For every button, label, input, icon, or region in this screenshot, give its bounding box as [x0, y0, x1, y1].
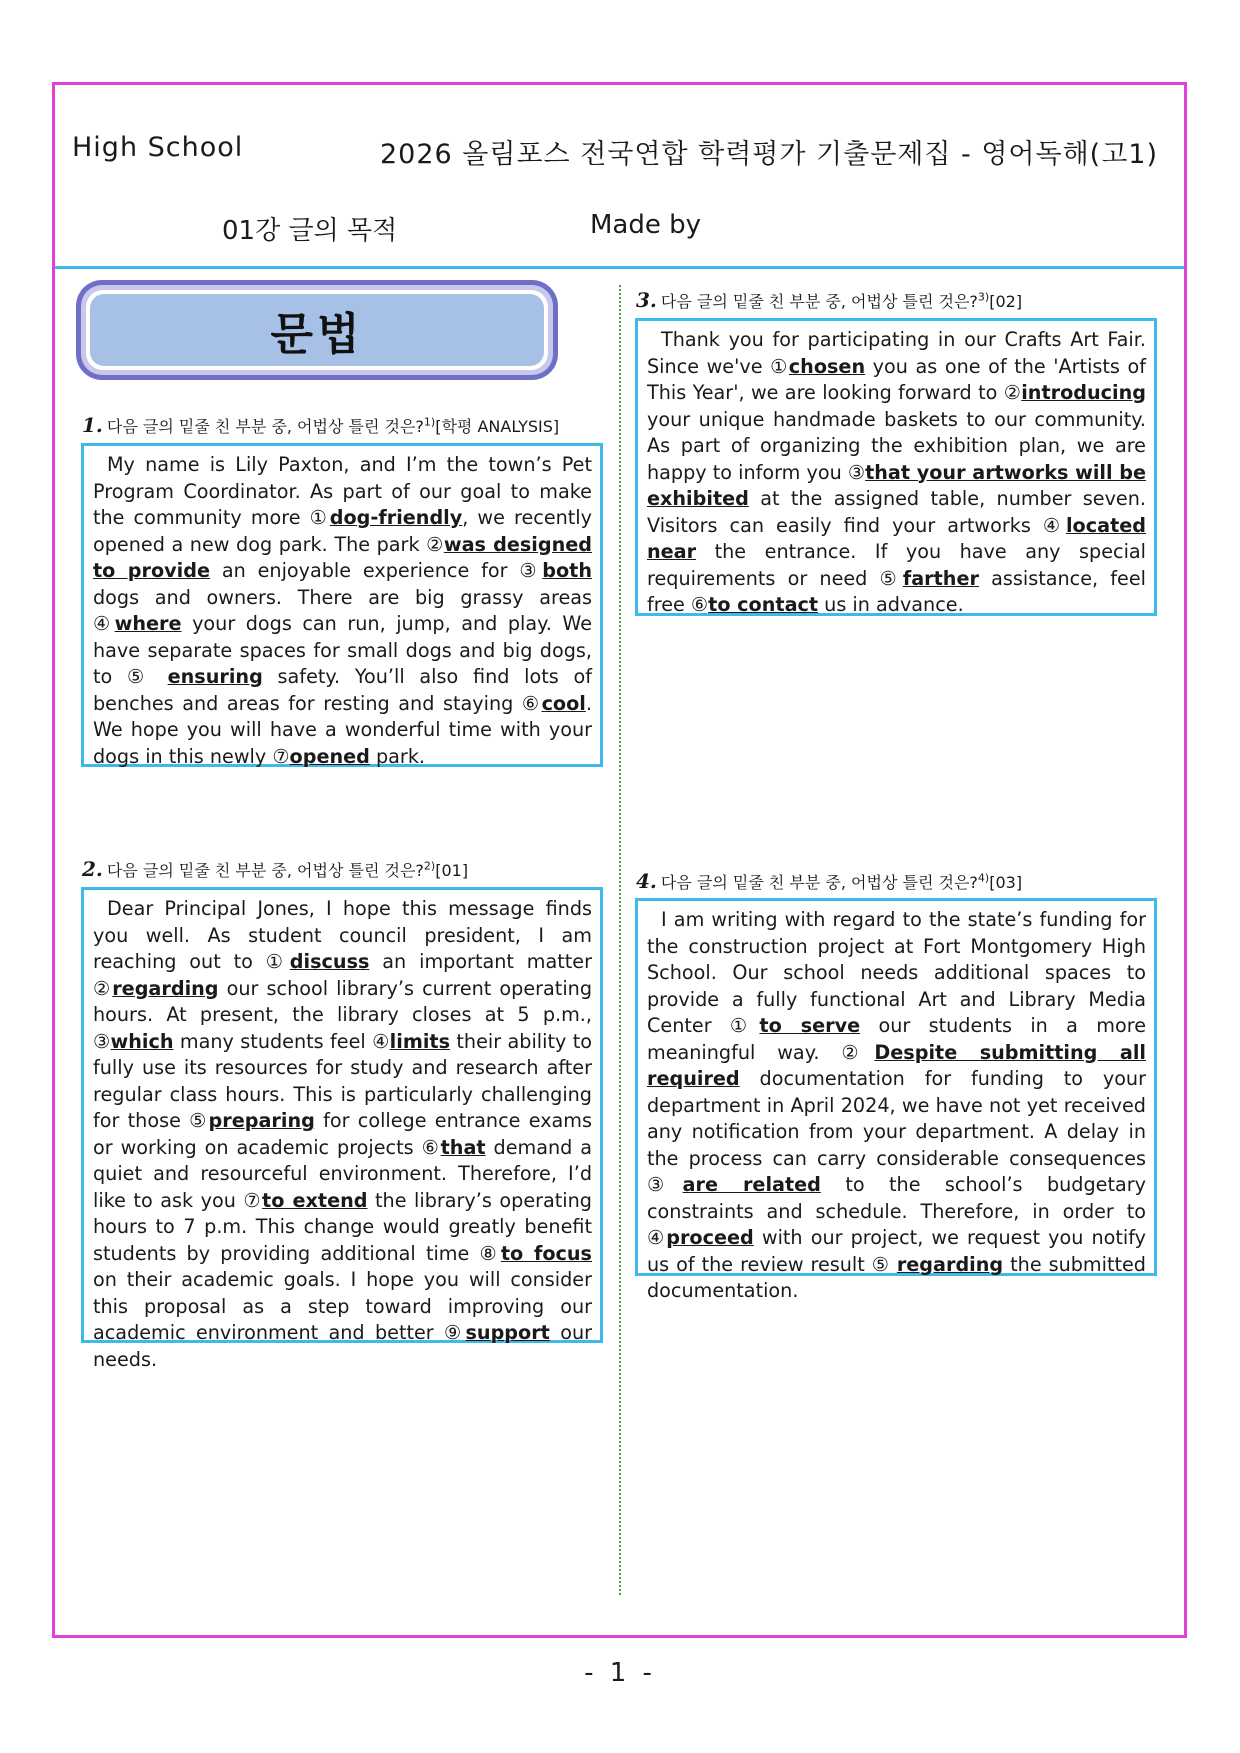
- header-made-by: Made by: [590, 210, 702, 240]
- passage-segment: My name is Lily Paxton, and I’m the town’s Pet Program Coordinator. As part of our goal to make the community more ①: [93, 453, 592, 529]
- passage-segment: an enjoyable experience for ③: [210, 559, 543, 582]
- passage-segment: Dear Principal Jones, I hope this message finds you well. As student council president, I am reaching out to ①: [93, 897, 592, 973]
- passage-segment: the entrance. If you have any special requirements or need ⑤: [647, 540, 1146, 590]
- underlined-choice: cool: [541, 691, 586, 715]
- underlined-choice: farther: [902, 566, 979, 590]
- question-number: 4.: [636, 869, 657, 893]
- passage-segment: safety. You’ll also find lots of benches and areas for resting and staying ⑥: [93, 665, 592, 715]
- question-source: [03]: [989, 873, 1023, 892]
- underlined-choice: where: [114, 612, 182, 635]
- passage-segment: you as one of the 'Artists of This Year', we are looking forward to ②: [647, 354, 1147, 404]
- question-footnote: 2): [423, 859, 436, 873]
- header-school-label: High School: [72, 132, 244, 163]
- page-number: - 1 -: [584, 1658, 656, 1688]
- passage-segment: our school library’s current operating hours. At present, the library closes at 5 p.m., ③: [93, 976, 592, 1053]
- underlined-choice: located near: [647, 513, 1146, 563]
- underlined-choice: to focus: [500, 1241, 592, 1265]
- passage-segment: for college entrance exams or working on academic projects ⑥: [93, 1109, 592, 1159]
- underlined-choice: preparing: [208, 1109, 315, 1132]
- question-footnote: 1): [423, 415, 436, 429]
- passage-segment: the submitted documentation.: [647, 1252, 1146, 1302]
- passage-segment: assistance, feel free ⑥: [647, 566, 1146, 616]
- passage-segment: on their academic goals. I hope you will consider this proposal as a step toward improving our academic environment and better ⑨: [93, 1268, 592, 1344]
- underlined-choice: regarding: [112, 976, 219, 1000]
- question-prompt: 다음 글의 밑줄 친 부분 중, 어법상 틀린 것은?: [660, 292, 978, 311]
- passage-segment: your unique handmade baskets to our community. As part of organizing the exhibition plan, we are happy to inform you ③: [647, 407, 1146, 484]
- question-source: [02]: [989, 292, 1023, 311]
- underlined-choice: to extend: [262, 1188, 368, 1212]
- question-footnote: 3): [977, 290, 990, 304]
- question-prompt: 다음 글의 밑줄 친 부분 중, 어법상 틀린 것은?: [106, 417, 424, 436]
- underlined-choice: that: [440, 1135, 486, 1159]
- header-book-title: 2026 올림포스 전국연합 학력평가 기출문제집 - 영어독해(고1): [380, 139, 1158, 170]
- underlined-choice: are related: [682, 1173, 821, 1196]
- passage-text: [647, 907, 1146, 1305]
- question-3-passage: [635, 318, 1157, 616]
- question-2-passage: [81, 887, 603, 1371]
- passage-segment: your dogs can run, jump, and play. We have separate spaces for small dogs and big dogs, to ⑤: [93, 612, 592, 688]
- underlined-choice: discuss: [289, 950, 370, 973]
- underlined-choice: to serve: [759, 1014, 861, 1037]
- passage-segment: the library’s operating hours to 7 p.m. This change would greatly benefit students by providing additional time ⑧: [93, 1188, 592, 1265]
- question-prompt: 다음 글의 밑줄 친 부분 중, 어법상 틀린 것은?: [106, 861, 424, 880]
- underlined-choice: proceed: [666, 1226, 754, 1249]
- passage-segment: , we recently opened a new dog park. The park ②: [93, 506, 592, 556]
- section-banner-title: 문법: [270, 309, 364, 360]
- underlined-choice: introducing: [1021, 381, 1146, 404]
- underlined-choice: to contact: [708, 593, 819, 616]
- passage-segment: park.: [369, 744, 426, 768]
- underlined-choice: that your artworks will be exhibited: [647, 460, 1147, 510]
- underlined-choice: which: [110, 1029, 174, 1053]
- question-prompt: 다음 글의 밑줄 친 부분 중, 어법상 틀린 것은?: [660, 873, 978, 892]
- underlined-choice: opened: [289, 744, 370, 768]
- question-number: 3.: [636, 288, 657, 312]
- passage-segment: our students in a more meaningful way. ②: [647, 1014, 1146, 1064]
- question-number: 1.: [82, 413, 103, 437]
- underlined-choice: limits: [389, 1029, 450, 1053]
- underlined-choice: chosen: [788, 354, 866, 378]
- underlined-choice: both: [542, 559, 593, 582]
- question-3-heading: [636, 288, 1022, 312]
- passage-segment: an important matter ②: [93, 950, 592, 1000]
- passage-segment: I am writing with regard to the state’s funding for the construction project at Fort Montgomery High School. Our school needs additional spaces to provide a fully functional Art and Library Media Center ①: [647, 908, 1146, 1037]
- passage-segment: with our project, we request you notify us of the review result ⑤: [647, 1226, 1147, 1276]
- header-divider: [55, 266, 1184, 269]
- question-1-heading: [82, 413, 559, 437]
- passage-segment: us in advance.: [818, 593, 964, 616]
- passage-segment: demand a quiet and resourceful environment. Therefore, I’d like to ask you ⑦: [93, 1135, 592, 1212]
- passage-segment: dogs and owners. There are big grassy areas ④: [93, 585, 592, 635]
- underlined-choice: support: [465, 1321, 550, 1344]
- passage-segment: many students feel ④: [173, 1029, 390, 1053]
- underlined-choice: dog-friendly: [329, 506, 463, 529]
- question-source: [학평 ANALYSIS]: [435, 417, 560, 436]
- question-1-passage: [81, 443, 603, 767]
- question-number: 2.: [82, 857, 103, 881]
- passage-text: [647, 327, 1146, 619]
- passage-segment: documentation for funding to your department in April 2024, we have not yet received any notification from your department. A delay in the process can carry considerable consequences ③: [647, 1067, 1146, 1196]
- question-4-passage: [635, 898, 1157, 1302]
- underlined-choice: regarding: [896, 1252, 1004, 1276]
- passage-segment: Thank you for participating in our Crafts Art Fair. Since we've ①: [647, 328, 1146, 378]
- question-source: [01]: [435, 861, 469, 880]
- underlined-choice: Despite submitting all required: [647, 1040, 1146, 1090]
- passage-segment: our needs.: [93, 1321, 592, 1371]
- passage-text: [93, 896, 592, 1373]
- column-divider: [619, 285, 621, 1595]
- underlined-choice: was designed to provide: [93, 532, 592, 582]
- passage-text: [93, 452, 592, 770]
- passage-segment: their ability to fully use its resources for study and research after regular class hours. This is particularly challenging for those ⑤: [93, 1029, 593, 1132]
- question-footnote: 4): [977, 871, 990, 885]
- header-lesson-title: 01강 글의 목적: [222, 216, 398, 246]
- question-2-heading: [82, 857, 468, 881]
- passage-segment: to the school’s budgetary constraints and schedule. Therefore, in order to ④: [647, 1173, 1146, 1249]
- section-banner: [76, 280, 558, 380]
- passage-segment: . We hope you will have a wonderful time with your dogs in this newly ⑦: [93, 691, 592, 768]
- question-4-heading: [636, 869, 1022, 893]
- passage-segment: at the assigned table, number seven. Visitors can easily find your artworks ④: [647, 487, 1146, 537]
- underlined-choice: ensuring: [167, 665, 263, 688]
